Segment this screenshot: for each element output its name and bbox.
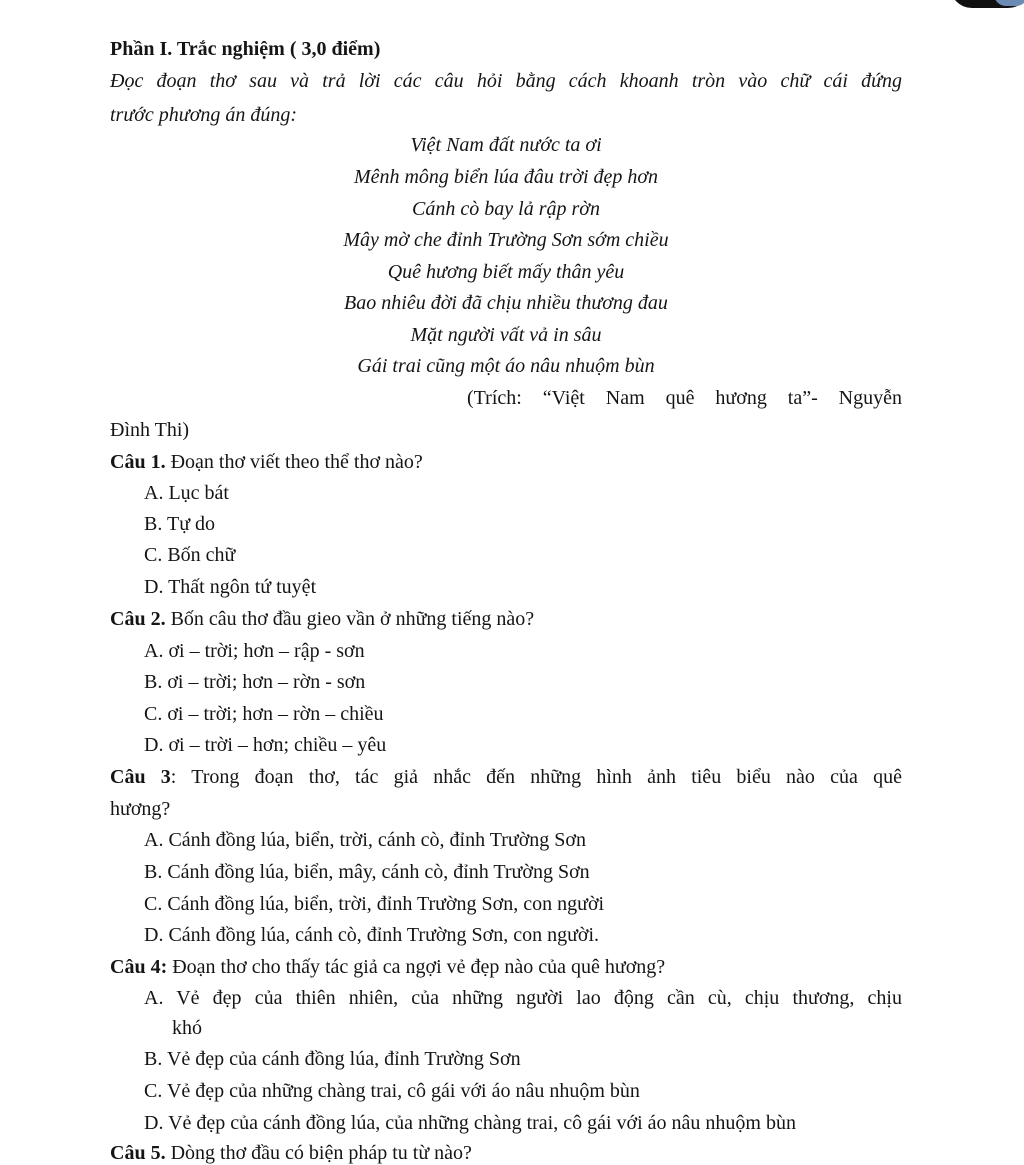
option-2d[interactable]: D. ơi – trời – hơn; chiều – yêu — [144, 734, 387, 756]
option-2c[interactable]: C. ơi – trời; hơn – rờn – chiều — [144, 703, 384, 725]
question-2 — [110, 607, 534, 631]
option-1b[interactable]: B. Tự do — [144, 513, 216, 535]
poem-line: Việt Nam đất nước ta ơi — [410, 134, 602, 156]
option-2b[interactable]: B. ơi – trời; hơn – rờn - sơn — [144, 671, 366, 693]
option-4d[interactable]: D. Vẻ đẹp của cánh đồng lúa, của những chàng trai, cô gái với áo nâu nhuộm bùn — [144, 1112, 796, 1134]
option-1d[interactable]: D. Thất ngôn tứ tuyệt — [144, 576, 317, 598]
question-text: Đoạn thơ viết theo thể thơ nào? — [165, 451, 423, 473]
poem-line: Mặt người vất vả in sâu — [410, 324, 602, 346]
option-3b[interactable]: B. Cánh đồng lúa, biển, mây, cánh cò, đỉnh Trường Sơn — [144, 861, 590, 883]
question-3 — [110, 765, 902, 789]
question-label: Câu 4: — [110, 956, 168, 978]
option-3a[interactable]: A. Cánh đồng lúa, biển, trời, cánh cò, đỉnh Trường Sơn — [144, 829, 586, 851]
question-3-continued: hương? — [110, 798, 171, 820]
instruction-line-1: Đọc đoạn thơ sau và trả lời các câu hỏi bằng cách khoanh tròn vào chữ cái đứng — [110, 70, 902, 92]
question-label: Câu 1. — [110, 451, 166, 473]
option-2a[interactable]: A. ơi – trời; hơn – rập - sơn — [144, 640, 365, 662]
option-4a[interactable]: A. Vẻ đẹp của thiên nhiên, của những người lao động cần cù, chịu thương, chịu — [144, 987, 902, 1009]
question-4 — [110, 955, 665, 979]
question-label: Câu 5. — [110, 1142, 166, 1164]
question-text: : Trong đoạn thơ, tác giả nhắc đến những hình ảnh tiêu biểu nào của quê — [170, 766, 902, 788]
option-4b[interactable]: B. Vẻ đẹp của cánh đồng lúa, đỉnh Trường Sơn — [144, 1048, 521, 1070]
question-1 — [110, 450, 423, 474]
question-text: Dòng thơ đầu có biện pháp tu từ nào? — [165, 1142, 472, 1164]
question-text: Bốn câu thơ đầu gieo vần ở những tiếng nào? — [165, 608, 535, 630]
poem-line: Mênh mông biển lúa đâu trời đẹp hơn — [353, 166, 659, 188]
instruction-line-2: trước phương án đúng: — [110, 104, 298, 126]
poem-line: Bao nhiêu đời đã chịu nhiều thương đau — [344, 292, 668, 314]
question-label: Câu 3 — [110, 766, 171, 788]
option-4a-continued: khó — [172, 1017, 202, 1039]
poem-line: Cánh cò bay lả rập rờn — [412, 198, 600, 220]
part-title: Phần I. Trắc nghiệm ( 3,0 điểm) — [110, 38, 381, 60]
option-3c[interactable]: C. Cánh đồng lúa, biển, trời, đỉnh Trường Sơn, con người — [144, 893, 605, 915]
poem-line: Gái trai cũng một áo nâu nhuộm bùn — [357, 355, 655, 377]
option-1a[interactable]: A. Lục bát — [144, 482, 229, 504]
poem-line: Quê hương biết mấy thân yêu — [387, 261, 625, 283]
option-3d[interactable]: D. Cánh đồng lúa, cánh cò, đỉnh Trường Sơn, con người. — [144, 924, 600, 946]
question-5 — [110, 1141, 472, 1165]
option-4c[interactable]: C. Vẻ đẹp của những chàng trai, cô gái với áo nâu nhuộm bùn — [144, 1080, 640, 1102]
question-label: Câu 2. — [110, 608, 166, 630]
question-text: Đoạn thơ cho thấy tác giả ca ngợi vẻ đẹp nào của quê hương? — [167, 956, 666, 978]
citation-line-1: (Trích: “Việt Nam quê hương ta”- Nguyễn — [467, 387, 902, 409]
poem-line: Mây mờ che đỉnh Trường Sơn sớm chiều — [343, 229, 669, 251]
option-1c[interactable]: C. Bốn chữ — [144, 544, 236, 566]
citation-line-2: Đình Thi) — [110, 419, 190, 441]
